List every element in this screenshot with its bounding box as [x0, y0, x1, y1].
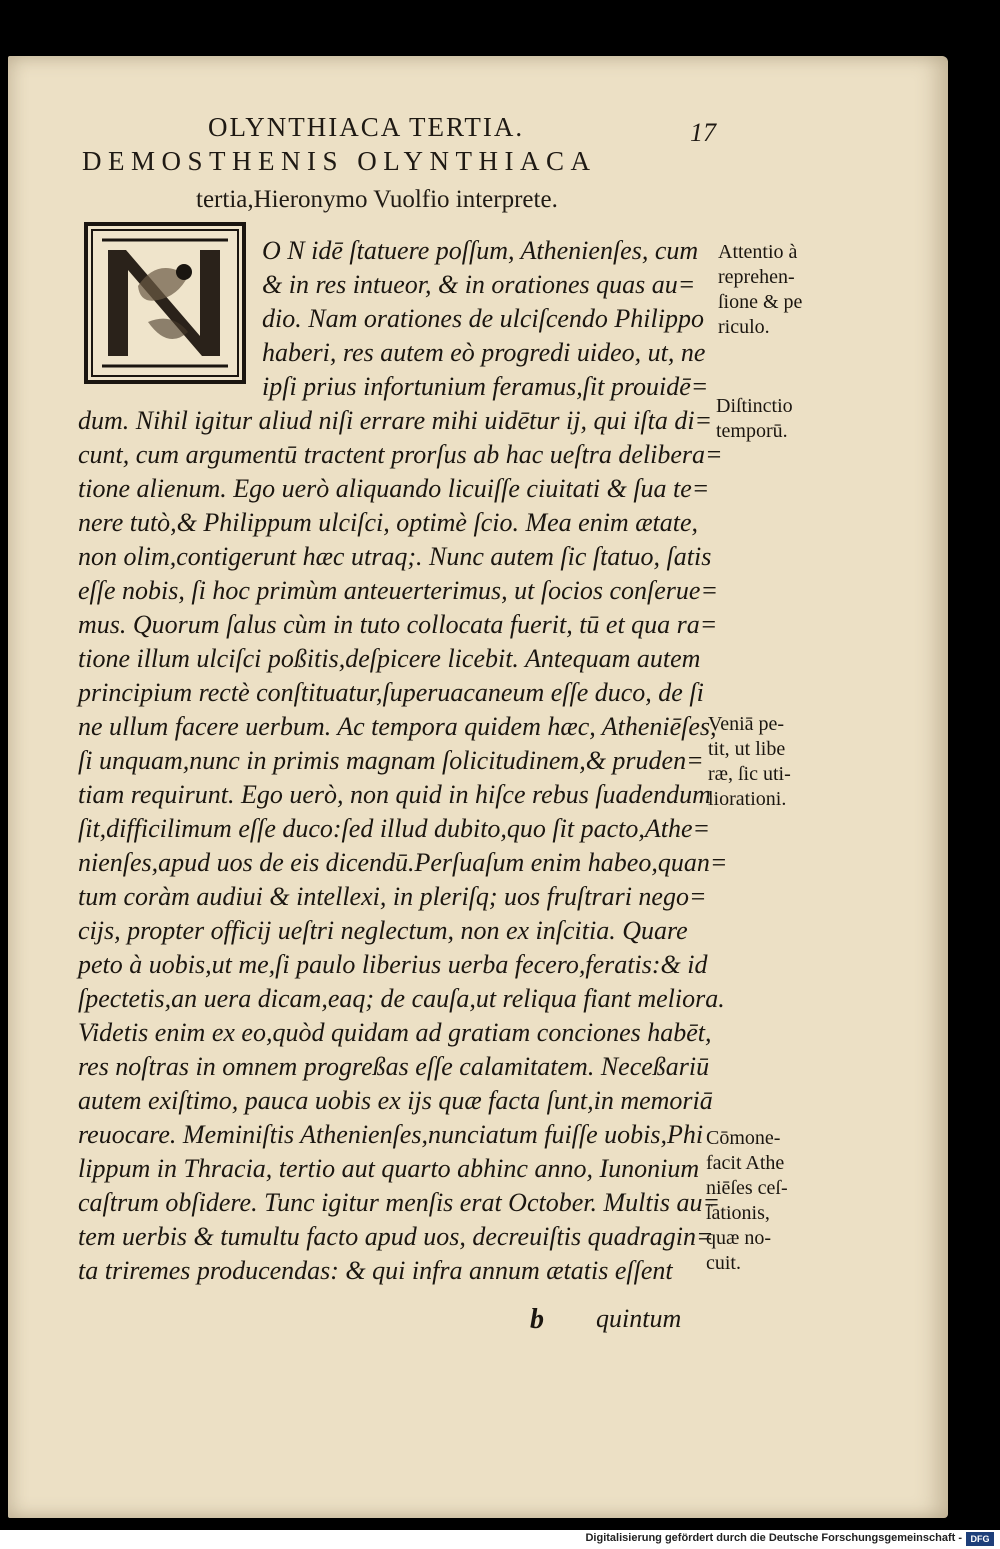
catchword: quintum [596, 1304, 682, 1333]
body-line: ta triremes producendas: & qui infra annum ætatis eſſent [78, 1256, 673, 1285]
body-line: & in res intueor, & in orationes quas au= [262, 270, 696, 299]
body-line: tione alienum. Ego uerò aliquando licuiſſe ciuitati & ſua te= [78, 474, 710, 503]
body-line: mus. Quorum ſalus cùm in tuto collocata fuerit, tū et qua ra= [78, 610, 718, 639]
body-line: caſtrum obſidere. Tunc igitur menſis erat October. Multis au= [78, 1188, 720, 1217]
body-line: nere tutò,& Philippum ulciſci, optimè ſcio. Mea enim ætate, [78, 508, 699, 537]
body-line: Videtis enim ex eo,quòd quidam ad gratiam conciones habēt, [78, 1018, 712, 1047]
body-line: lippum in Thracia, tertio aut quarto abhinc anno, Iunonium [78, 1154, 700, 1183]
body-line: peto à uobis,ut me,ſi paulo liberius uerba fecero,feratis:& id [78, 950, 708, 979]
digitization-footer [0, 1530, 1000, 1549]
body-line: autem exiſtimo, pauca uobis ex ijs quæ facta ſunt,in memoriā [78, 1086, 713, 1115]
body-line: eſſe nobis, ſi hoc primùm anteuerterimus, ut ſocios conſerue= [78, 576, 719, 605]
marginal-note: Attentio à reprehen- ſione & pe riculo. [718, 241, 803, 338]
body-line: ſi unquam,nunc in primis magnam ſolicitudinem,& pruden= [78, 746, 704, 775]
body-line: non olim,contigerunt hæc utraq;. Nunc autem ſic ſtatuo, ſatis [78, 542, 712, 571]
signature-mark: b [530, 1304, 544, 1335]
body-line: haberi, res autem eò progredi uideo, ut, ne [262, 338, 706, 367]
body-line: ſit,difficilimum eſſe duco:ſed illud dubito,quo ſit pacto,Athe= [78, 814, 711, 843]
body-line: nienſes,apud uos de eis dicendū.Perſuaſum enim habeo,quan= [78, 848, 728, 877]
body-line: ne ullum facere uerbum. Ac tempora quidem hæc, Atheniēſes, [78, 712, 717, 741]
body-line: ipſi prius infortunium feramus,ſit prouidē= [262, 372, 709, 401]
dfg-logo-icon[interactable]: DFG [966, 1532, 994, 1546]
body-line: ſpectetis,an uera dicam,eaq; de cauſa,ut reliqua fiant meliora. [78, 984, 725, 1013]
body-line: tiam requirunt. Ego uerò, non quid in hiſce rebus ſuadendum [78, 780, 711, 809]
footer-credit: Digitalisierung gefördert durch die Deutsche Forschungsgemeinschaft - [585, 1532, 962, 1544]
body-line: reuocare. Meminiſtis Athenienſes,nunciatum fuiſſe uobis,Phi [78, 1120, 704, 1149]
body-line: cijs, propter officij ueſtri neglectum, non ex inſcitia. Quare [78, 916, 688, 945]
body-line: principium rectè conſtituatur,ſuperuacaneum eſſe duco, de ſi [78, 678, 704, 707]
body-line: res noſtras in omnem progreßas eſſe calamitatem. Neceßariū [78, 1052, 710, 1081]
body-line: O N idē ſtatuere poſſum, Athenienſes, cum [262, 236, 699, 265]
body-line: tum coràm audiui & intellexi, in pleriſq; uos fruſtrari nego= [78, 882, 707, 911]
body-line: tione illum ulciſci poßitis,deſpicere licebit. Antequam autem [78, 644, 701, 673]
running-head: OLYNTHIACA TERTIA. [208, 112, 525, 142]
work-title-line-2: tertia,Hieronymo Vuolfio interprete. [196, 186, 558, 213]
body-line: dum. Nihil igitur aliud niſi errare mihi uidētur ij, qui iſta di= [78, 406, 713, 435]
marginal-note: Cōmone- facit Athe niēſes ceſ- ſationis, quæ no- cuit. [706, 1127, 788, 1274]
marginal-note: Diſtinctio temporū. [716, 395, 793, 442]
page-number: 17 [690, 118, 716, 147]
body-line: cunt, cum argumentū tractent prorſus ab hac ueſtra delibera= [78, 440, 723, 469]
body-line: dio. Nam orationes de ulciſcendo Philippo [262, 304, 704, 333]
marginal-note: Veniā pe- tit, ut libe ræ, ſic uti- liorationi. [708, 713, 791, 810]
work-title-line-1: DEMOSTHENIS OLYNTHIACA [82, 146, 597, 176]
body-line: tem uerbis & tumultu facto apud uos, decreuiſtis quadragin= [78, 1222, 714, 1251]
